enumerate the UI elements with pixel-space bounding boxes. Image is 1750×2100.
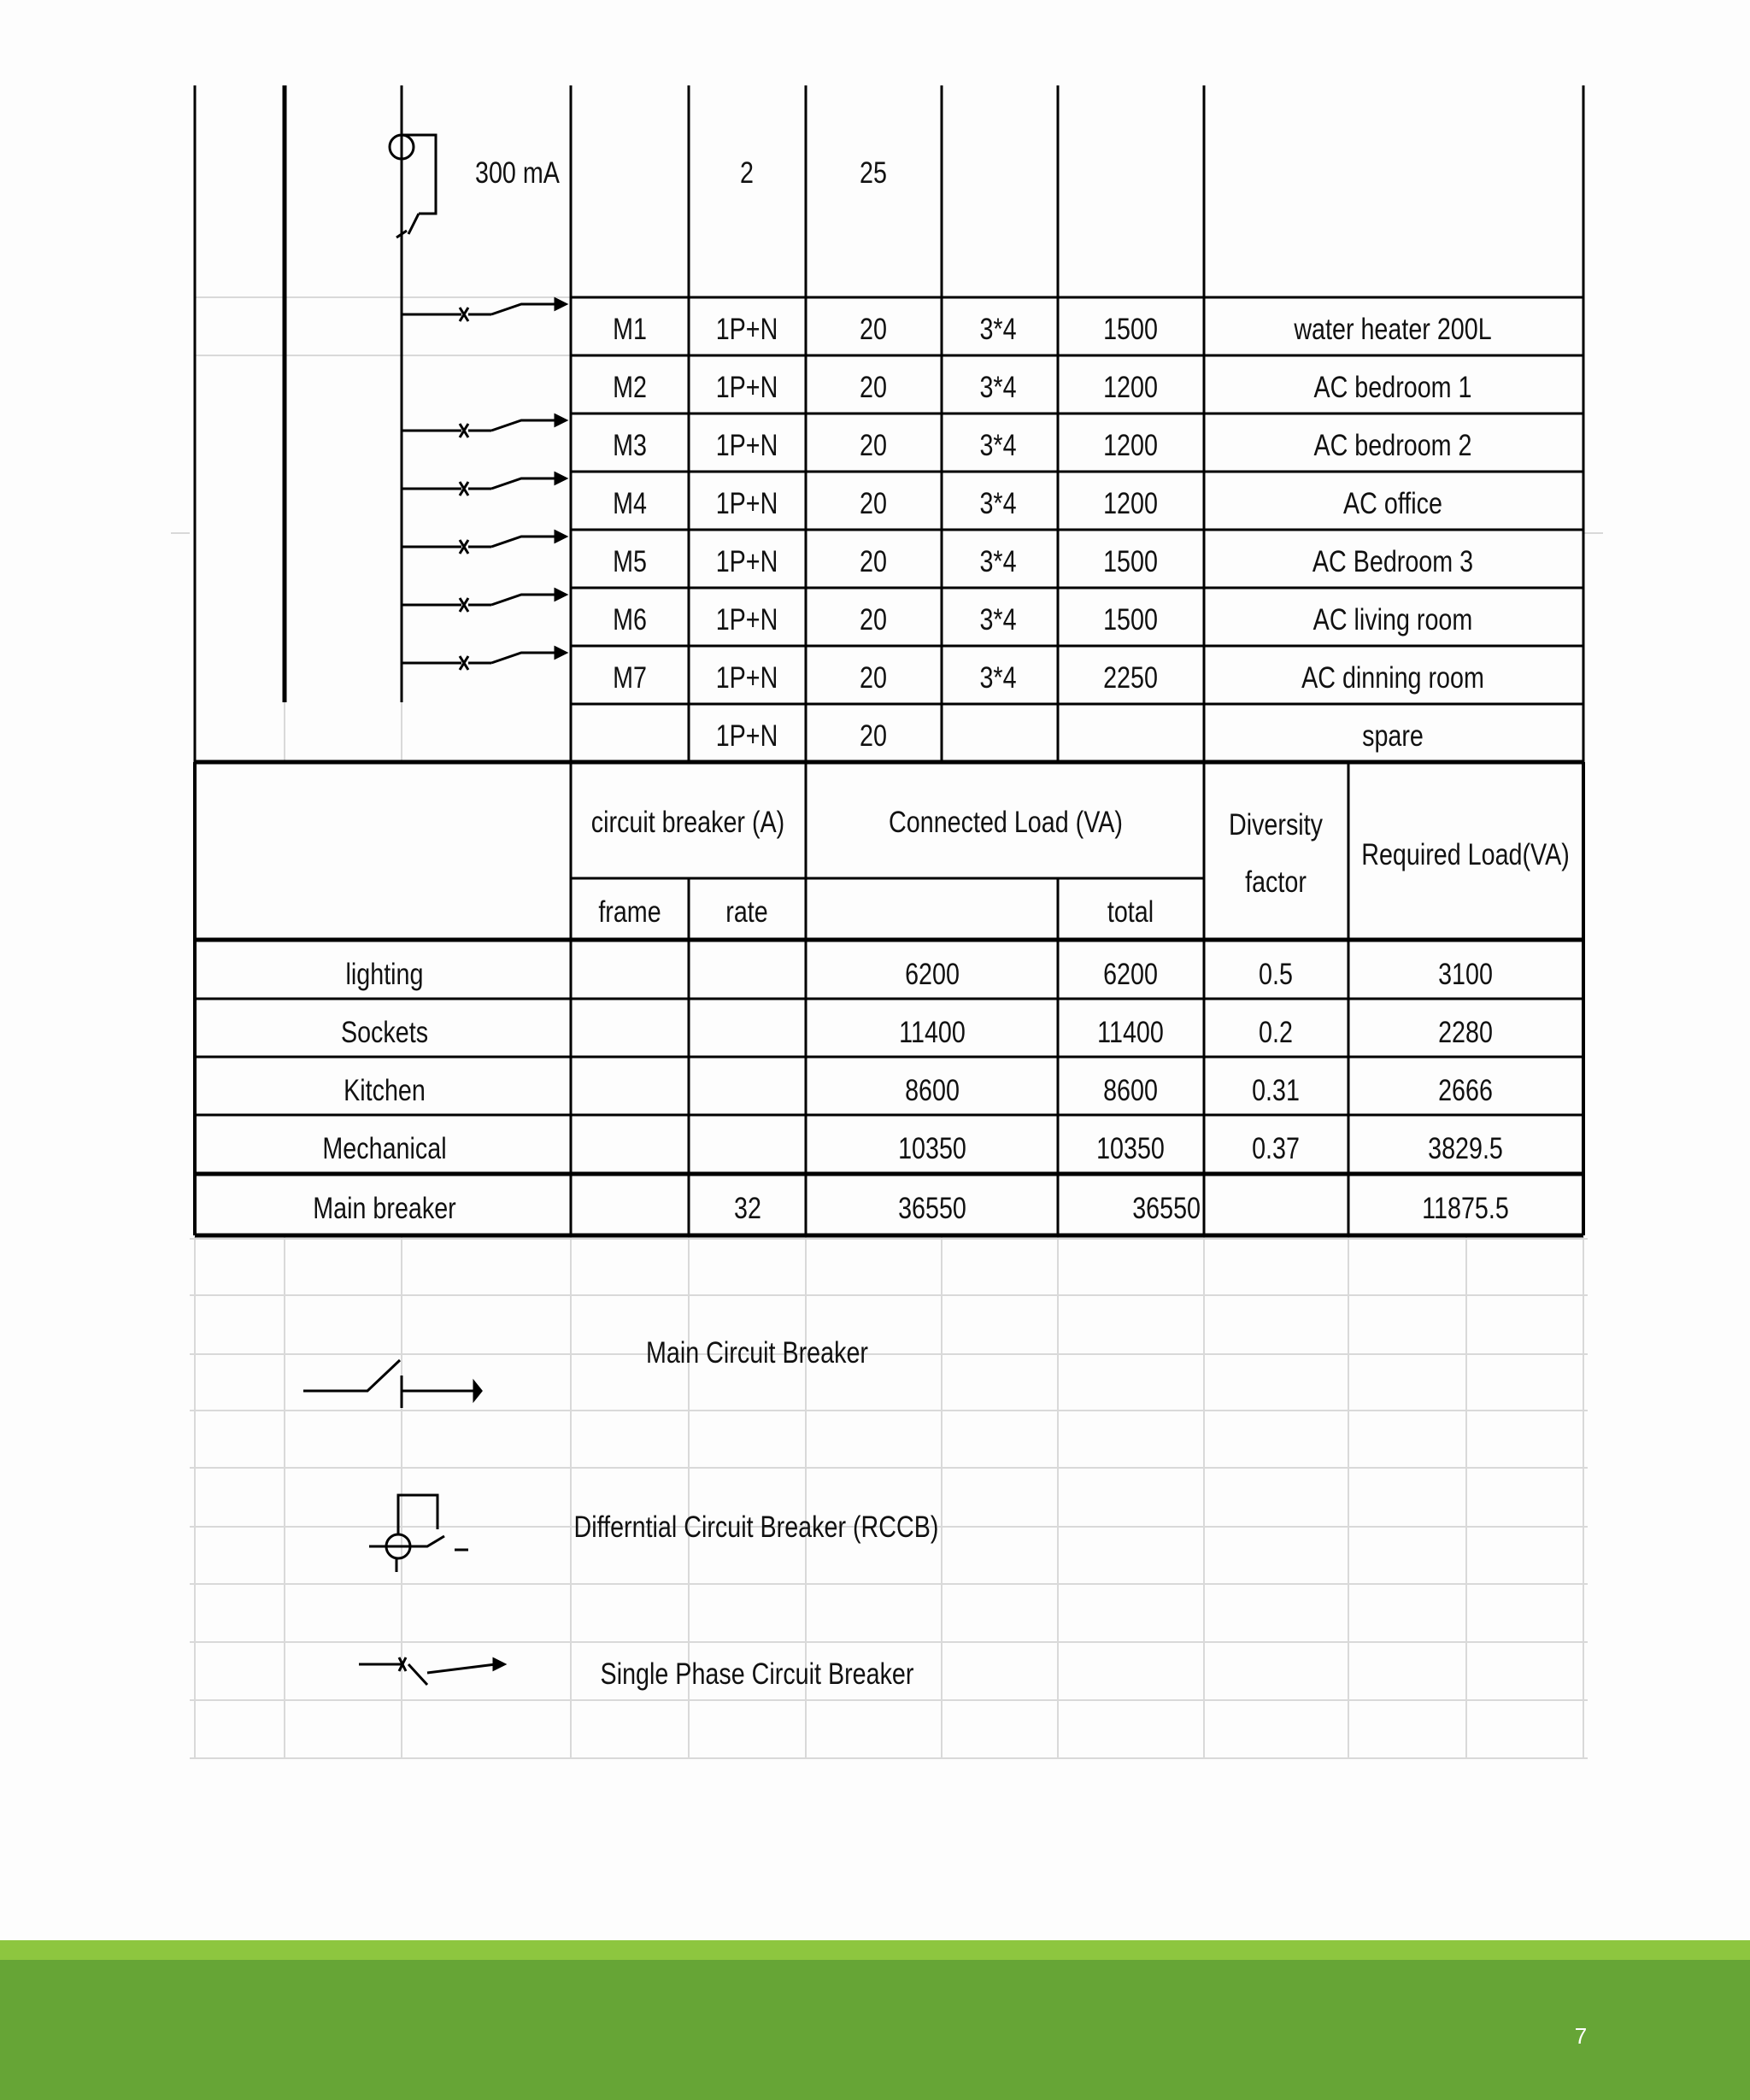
- circuit-id: M7: [613, 661, 647, 695]
- circuit-rating: 20: [860, 313, 887, 346]
- main-breaker-required: 11875.5: [1422, 1192, 1509, 1225]
- circuit-rating: 20: [860, 429, 887, 462]
- summary-connected: 10350: [898, 1132, 966, 1165]
- circuit-rating: 20: [860, 487, 887, 520]
- summary-total: 8600: [1103, 1074, 1158, 1107]
- summary-diversity: 0.31: [1252, 1074, 1300, 1107]
- circuit-poles: 1P+N: [715, 313, 778, 346]
- circuit-id: M1: [613, 313, 647, 346]
- circuit-load: 1500: [1103, 545, 1158, 578]
- legend-rccb: Differntial Circuit Breaker (RCCB): [573, 1510, 939, 1544]
- summary-required: 3829.5: [1428, 1132, 1503, 1165]
- circuit-description: AC dinning room: [1301, 661, 1484, 695]
- circuit-id: M6: [613, 603, 647, 636]
- main-breaker-connected: 36550: [898, 1192, 966, 1225]
- circuit-description: AC office: [1343, 487, 1442, 520]
- summary-diversity: 0.37: [1252, 1132, 1300, 1165]
- circuit-poles: 1P+N: [715, 603, 778, 636]
- circuit-load: 1200: [1103, 487, 1158, 520]
- circuit-cable: 3*4: [979, 429, 1017, 462]
- arrow-icon: [555, 648, 566, 658]
- main-breaker-name: Main breaker: [313, 1192, 456, 1225]
- header-total: total: [1107, 895, 1154, 929]
- rccb-rating: 25: [860, 156, 887, 190]
- footer-accent-bar: [0, 1940, 1750, 1960]
- circuit-poles: 1P+N: [715, 487, 778, 520]
- arrow-icon: [555, 531, 566, 542]
- header-circuit-breaker: circuit breaker (A): [590, 806, 785, 839]
- single-phase-breaker-icon: [359, 1657, 496, 1685]
- main-breaker-icon: [303, 1360, 479, 1408]
- circuit-load: 1500: [1103, 603, 1158, 636]
- main-breaker-rate: 32: [734, 1192, 761, 1225]
- summary-name: Mechanical: [322, 1132, 447, 1165]
- header-required-load: Required Load(VA): [1361, 838, 1570, 871]
- circuit-poles: 1P+N: [715, 371, 778, 404]
- circuit-rating: 20: [860, 603, 887, 636]
- footer-bar: [0, 1960, 1750, 2100]
- summary-required: 2666: [1438, 1074, 1493, 1107]
- arrow-icon: [474, 1382, 481, 1399]
- header-factor: factor: [1245, 865, 1307, 899]
- circuit-cable: 3*4: [979, 487, 1017, 520]
- summary-connected: 8600: [905, 1074, 960, 1107]
- arrow-icon: [555, 590, 566, 600]
- summary-total: 11400: [1097, 1016, 1164, 1049]
- circuit-cable: 3*4: [979, 545, 1017, 578]
- summary-required: 2280: [1438, 1016, 1493, 1049]
- circuit-cable: 3*4: [979, 603, 1017, 636]
- summary-connected: 6200: [905, 958, 960, 991]
- circuit-rating: 20: [860, 371, 887, 404]
- circuit-id: M2: [613, 371, 647, 404]
- summary-required: 3100: [1438, 958, 1493, 991]
- circuit-description: AC bedroom 2: [1313, 429, 1472, 462]
- circuit-description: AC living room: [1312, 603, 1473, 636]
- rccb-poles: 2: [740, 156, 754, 190]
- circuit-load: 2250: [1103, 661, 1158, 695]
- page-number: 7: [1574, 2023, 1588, 2049]
- circuit-rating: 20: [860, 719, 887, 753]
- circuit-description: spare: [1362, 719, 1424, 753]
- legend-single-phase-breaker: Single Phase Circuit Breaker: [600, 1657, 914, 1691]
- arrow-icon: [555, 299, 566, 309]
- circuit-load: 1200: [1103, 429, 1158, 462]
- circuit-description: AC Bedroom 3: [1312, 545, 1474, 578]
- summary-diversity: 0.5: [1259, 958, 1293, 991]
- rccb-sensitivity: 300 mA: [475, 156, 560, 190]
- summary-diversity: 0.2: [1259, 1016, 1293, 1049]
- header-diversity: Diversity: [1228, 808, 1324, 842]
- header-connected-load: Connected Load (VA): [889, 806, 1123, 839]
- circuit-poles: 1P+N: [715, 429, 778, 462]
- summary-total: 10350: [1096, 1132, 1165, 1165]
- summary-name: Sockets: [340, 1016, 429, 1049]
- circuit-rating: 20: [860, 661, 887, 695]
- circuit-poles: 1P+N: [715, 719, 778, 753]
- header-frame: frame: [598, 895, 661, 929]
- header-rate: rate: [725, 895, 768, 929]
- circuit-id: M5: [613, 545, 647, 578]
- arrow-icon: [555, 473, 566, 484]
- circuit-id: M4: [613, 487, 647, 520]
- circuit-id: M3: [613, 429, 647, 462]
- circuit-description: water heater 200L: [1294, 313, 1492, 346]
- circuit-cable: 3*4: [979, 661, 1017, 695]
- circuit-rating: 20: [860, 545, 887, 578]
- rccb-legend-icon: [369, 1495, 468, 1572]
- arrow-icon: [494, 1659, 504, 1669]
- rccb-icon: [390, 135, 436, 273]
- summary-connected: 11400: [899, 1016, 966, 1049]
- circuit-load: 1200: [1103, 371, 1158, 404]
- circuit-poles: 1P+N: [715, 661, 778, 695]
- summary-total: 6200: [1103, 958, 1158, 991]
- circuit-cable: 3*4: [979, 313, 1017, 346]
- circuit-cable: 3*4: [979, 371, 1017, 404]
- summary-name: lighting: [345, 958, 424, 991]
- summary-name: Kitchen: [344, 1074, 426, 1107]
- circuit-description: AC bedroom 1: [1313, 371, 1472, 404]
- circuit-poles: 1P+N: [715, 545, 778, 578]
- main-breaker-total: 36550: [1132, 1192, 1201, 1225]
- legend-main-circuit-breaker: Main Circuit Breaker: [646, 1336, 868, 1370]
- arrow-icon: [555, 415, 566, 425]
- circuit-load: 1500: [1103, 313, 1158, 346]
